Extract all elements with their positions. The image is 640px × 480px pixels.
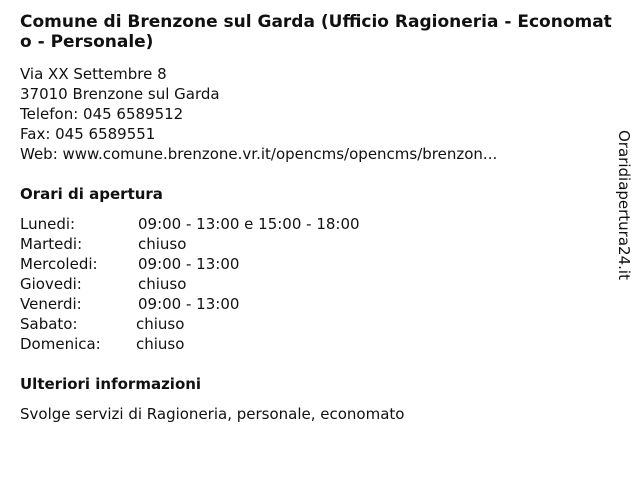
address-block [20,64,600,164]
time-value: chiuso [138,275,187,293]
day-label: Sabato: [20,315,78,333]
city-address: 37010 Brenzone sul Garda [20,85,220,103]
street-address: Via XX Settembre 8 [20,65,167,83]
website-link[interactable]: Web: www.comune.brenzone.vr.it/opencms/opencms/brenzon... [20,145,498,163]
hours-row-sunday [20,334,540,354]
day-label: Venerdi: [20,295,82,313]
fax-number: Fax: 045 6589551 [20,125,156,143]
day-label: Lunedi: [20,215,76,233]
hours-row-saturday [20,314,540,334]
hours-row-thursday [20,274,540,294]
day-label: Martedi: [20,235,83,253]
day-label: Giovedi: [20,275,82,293]
opening-hours-list [20,214,540,354]
day-label: Domenica: [20,335,101,353]
hours-row-friday [20,294,540,314]
info-heading: Ulteriori informazioni [20,375,202,393]
time-value: chiuso [136,315,185,333]
info-text: Svolge servizi di Ragioneria, personale, economato [20,405,405,423]
phone-number[interactable]: Telefon: 045 6589512 [20,105,184,123]
time-value: 09:00 - 13:00 [138,255,240,273]
day-label: Mercoledi: [20,255,98,273]
site-brand-vertical[interactable]: Oraridiapertura24.it [615,130,633,280]
hours-row-monday [20,214,540,234]
hours-row-tuesday [20,234,540,254]
office-title: Comune di Brenzone sul Garda (Ufficio Ragioneria - Economato - Personale) [20,12,612,52]
hours-row-wednesday [20,254,540,274]
hours-heading: Orari di apertura [20,185,163,203]
time-value: 09:00 - 13:00 e 15:00 - 18:00 [138,215,360,233]
time-value: 09:00 - 13:00 [138,295,240,313]
time-value: chiuso [138,235,187,253]
time-value: chiuso [136,335,185,353]
